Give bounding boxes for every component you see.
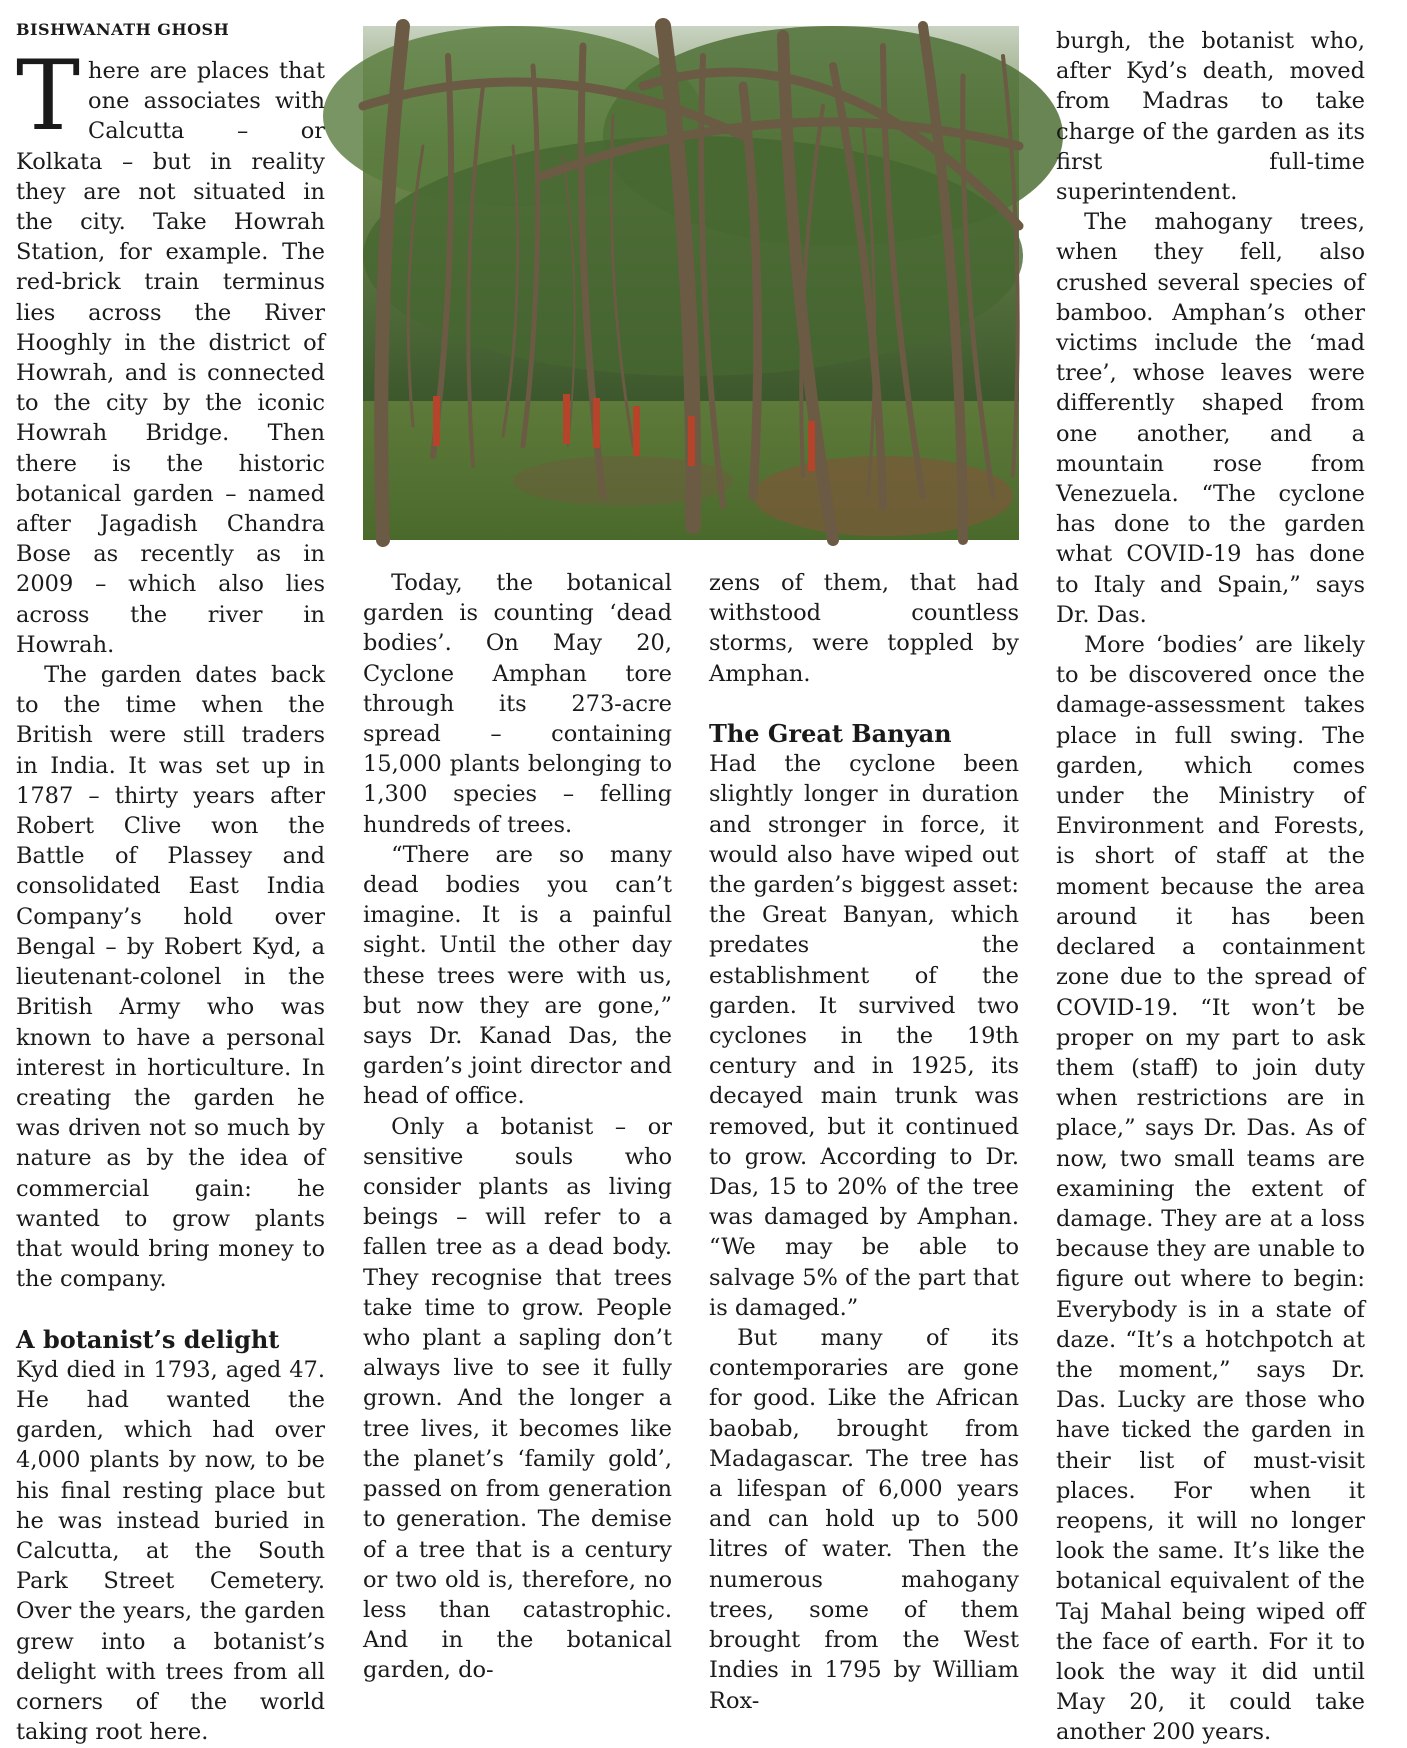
paragraph: More ‘bodies’ are likely to be discovered once the damage-assessment takes place in full swing. The garden, which comes under the Ministry of Environment and Forests, is short of staff at the moment because the area around it has been declared a containment zone due to the spread of COVID-19. “It won’t be proper on my part to ask them (staff) to join duty when restrictions are in place,” says Dr. Das. As of now, two small teams are examining the extent of damage. They are at a loss because they are unable to figure out where to begin: Everybody is in a state of daze. “It’s a hotchpotch at the moment,” says Dr. Das. Lucky are those who have ticked the garden in their list of must-visit places. For when it reopens, it will no longer look the same. It’s like the botanical equivalent of the Taj Mahal being wiped off the face of earth. For it to look the way it did until May 20, it could take another 200 years. xyxy=(1056,632,1365,1746)
paragraph: The mahogany trees, when they fell, also crushed several species of bamboo. Amphan’s other victims include the ‘mad tree’, whose leaves were differently shaped from one another, and a mountain rose from Venezuela. “The cyclone has done to the garden what COVID-19 has done to Italy and Spain,” says Dr. Das. xyxy=(1056,209,1365,628)
byline: BISHWANATH GHOSH xyxy=(16,20,230,39)
banyan-photo xyxy=(363,26,1019,540)
article-column-2 xyxy=(363,568,672,1684)
article-column-3 xyxy=(709,568,1019,1714)
marker-post xyxy=(563,394,570,444)
paragraph: zens of them, that had withstood countless storms, were toppled by Amphan. xyxy=(709,570,1019,687)
article-column-1 xyxy=(16,40,325,1746)
marker-post xyxy=(633,406,640,456)
marker-post xyxy=(433,396,440,446)
marker-post xyxy=(593,398,600,448)
paragraph: Kyd died in 1793, aged 47. He had wanted the garden, which had over 4,000 plants by now, to be his final resting place but he was instead buried in Calcutta, at the South Park Street Cemetery. Over the years, the garden grew into a botanist’s delight with trees from all corners of the world taking root here. xyxy=(16,1356,325,1746)
paragraph: The garden dates back to the time when the British were still traders in India. It was set up in 1787 – thirty years after Robert Clive won the Battle of Plassey and consolidated East India Company’s hold over Bengal – by Robert Kyd, a lieutenant-colonel in the British Army who was known to have a personal interest in horticulture. In creating the garden he was driven not so much by nature as by the idea of commercial gain: he wanted to grow plants that would bring money to the company. xyxy=(16,662,325,1293)
subheading-botanists-delight: A botanist’s delight xyxy=(16,1324,280,1354)
marker-post xyxy=(688,416,695,466)
banyan-tree-image xyxy=(363,26,1019,540)
drop-cap: T xyxy=(16,40,81,152)
subheading-great-banyan: The Great Banyan xyxy=(709,719,952,748)
paragraph: Today, the botanical garden is counting ‘dead bodies’. On May 20, Cyclone Amphan tore through its 273-acre spread – containing 15,000 plants belonging to 1,300 species – felling hundreds of trees. xyxy=(363,570,672,838)
paragraph: “There are so many dead bodies you can’t imagine. It is a painful sight. Until the other day these trees were with us, but now they are gone,” says Dr. Kanad Das, the garden’s joint director and head of office. xyxy=(363,841,672,1110)
lead-paragraph xyxy=(16,40,325,660)
paragraph: But many of its contemporaries are gone for good. Like the African baobab, brought from Madagascar. The tree has a lifespan of 6,000 years and can hold up to 500 litres of water. Then the numerous mahogany trees, some of them brought from the West Indies in 1795 by William Rox- xyxy=(709,1325,1019,1714)
paragraph: burgh, the botanist who, after Kyd’s death, moved from Madras to take charge of the garden as its first full-time superintendent. xyxy=(1056,28,1365,206)
marker-post xyxy=(808,421,815,471)
paragraph: Only a botanist – or sensitive souls who consider plants as living beings – will refer to a fallen tree as a dead body. They recognise that trees take time to grow. People who plant a sapling don’t always live to see it fully grown. And the longer a tree lives, it becomes like the planet’s ‘family gold’, passed on from generation to generation. The demise of a tree that is a century or two old is, therefore, no less than catastrophic. And in the botanical garden, do- xyxy=(363,1113,672,1684)
article-column-4 xyxy=(1056,26,1365,1746)
lead-paragraph-text: here are places that one associates with Calcutta – or Kolkata – but in reality they are not situated in the city. Take Howrah Station, for example. The red-brick train terminus lies across the River Hooghly in the district of Howrah, and is connected to the city by the iconic Howrah Bridge. Then there is the historic botanical garden – named after Jagadish Chandra Bose as recently as in 2009 – which also lies across the river in Howrah. xyxy=(16,58,325,658)
paragraph: Had the cyclone been slightly longer in duration and stronger in force, it would also have wiped out the garden’s biggest asset: the Great Banyan, which predates the establishment of the garden. It survived two cyclones in the 19th century and in 1925, its decayed main trunk was removed, but it continued to grow. According to Dr. Das, 15 to 20% of the tree was damaged by Amphan. “We may be able to salvage 5% of the part that is damaged.” xyxy=(709,751,1019,1321)
